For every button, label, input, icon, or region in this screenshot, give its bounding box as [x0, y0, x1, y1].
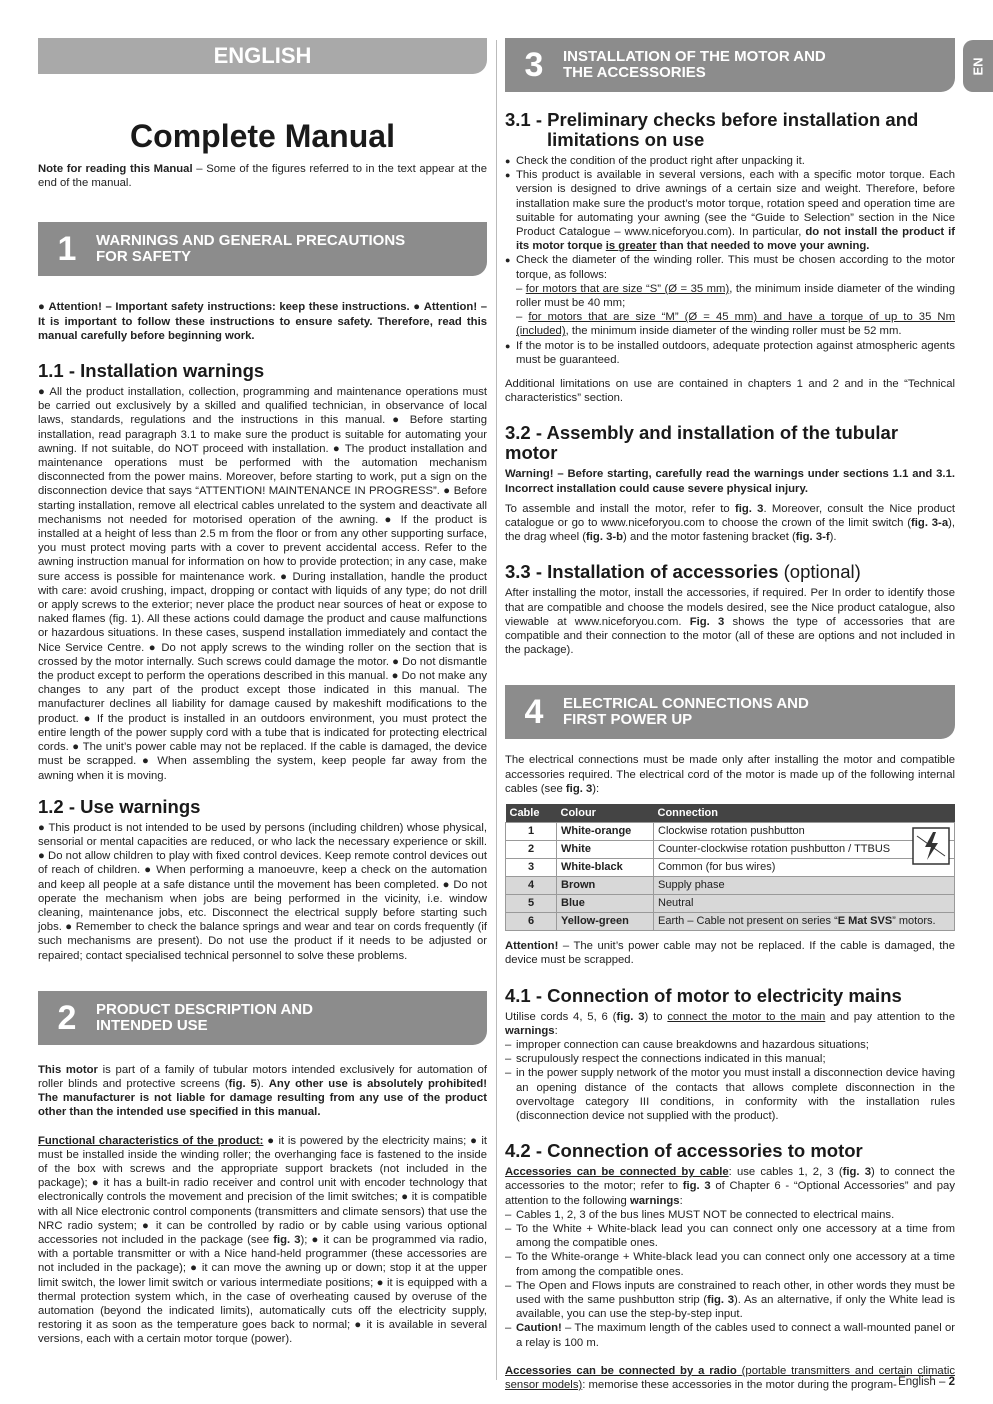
list-item: ● Check the diameter of the winding roller. This must be chosen according to the motor torque, as follows: – for motors that are size “S” (Ø = 35 mm), the minimum inside diameter of the winding roller must be 40 mm; – for motors that are size “M” (Ø = 45 mm) and have a torque of up to 35 Nm (included), the minimum inside diameter of the winding roller must be 52 mm. — [505, 253, 955, 338]
heading-1-1: 1.1 - Installation warnings — [38, 360, 265, 382]
section-1-header: 1 WARNINGS AND GENERAL PRECAUTIONS FOR SAFETY — [38, 222, 487, 276]
assembly-text: To assemble and install the motor, refer to fig. 3. Moreover, consult the Nice product catalogue or go to www.niceforyou.com to choose the crown of the limit switch (fig. 3-a), the drag wheel (fig. 3-b) and the motor fastening bracket (fig. 3-f). — [505, 502, 956, 544]
electrical-connections-text: The electrical connections must be made only after installing the motor and compatible accessories required. The electrical cord of the motor is made up of the following internal cables (see fig. 3): — [505, 754, 955, 795]
list-item: ● This product is available in several versions, each with a specific motor torque. Each version is designed to drive awnings of a certain size and weight. Therefore, before installation make sure the product’s motor torque, rotation speed and operation time are suitable for automating your awning (see the “Guide to Selection” section in the Nice Product Catalogue – www.niceforyou.com). In particular, do not install the product if its motor torque is greater than that needed to move your awning. — [505, 168, 955, 253]
left-column — [38, 38, 487, 1347]
accessories-text: After installing the motor, install the accessories, if required. Per In order to identify those that are compatible and choose the models desired, see the Nice product catalogue, also viewable at www.niceforyou.com. Fig. 3 shows the type of accessories that are compatible and their connection to the motor (all of these are options and not included in the package). — [505, 587, 955, 657]
preliminary-checks-list — [505, 154, 955, 367]
heading-3-3: 3.3 - Installation of accessories (optional) — [505, 561, 861, 583]
assembly-warning: Warning! – Before starting, carefully read the warnings under sections 1.1 and 3.1. Incorrect installation could cause severe physical injury. — [505, 468, 955, 495]
column-divider — [496, 40, 497, 1380]
list-item: ● If the motor is to be installed outdoors, adequate protection against atmospheric agents must be guaranteed. — [505, 339, 955, 367]
table-header: Cable — [506, 804, 557, 823]
list-item: – To the White-orange + White-black lead you can connect only one accessory at a time from among the compatible ones. — [505, 1250, 955, 1278]
functional-characteristics-text: Functional characteristics of the product: ● it is powered by the electricity mains; ● it must be installed inside the winding roller; the overhanging face is fastened to the inside of the box with screws and the appropriate support brackets (not included in the package); ● it has a built-in radio receiver and control unit with encoder technology that electronically controls the movement and precision of the limit switches; ● it is compatible with all Nice electronic control components (transmitters and climate sensors) that use the NRC radio system; ● it can be controlled by radio or by cable using various optional accessories not included in the package (see fig. 3); ● it can be programmed via radio, with a portable transmitter or with a Nice hand-held programmer (these accessories are not included in the package); ● it can move the awning up or down; stop it at the upper limit switch, the lower limit switch or various intermediate positions; ● it is equipped with a thermal protection system which, in the case of overheating caused by overuse of the automation (beyond the indicated limits), automatically cuts off the electricity supply, restoring it as soon as the temperature goes back to normal; ● it is available in several versions, each with a certain motor torque (power). — [38, 1134, 487, 1346]
table-row: 6 Yellow-green Earth – Cable not present on series “E Mat SVS” motors. — [506, 913, 955, 931]
safety-intro: ● Attention! – Important safety instructions: keep these instructions. ● Attention! – It is important to follow these instructions to ensure safety. Therefore, read this manual carefully before beginning work. — [38, 301, 487, 342]
installation-warnings-text: ● All the product installation, collection, programming and maintenance operations must be carried out exclusively by a skilled and qualified technician, in observance of local laws, standards, regulations and the instructions in this manual. ● Before starting installation, read paragraph 3.1 to make sure the product is suitable for automating your awning. If not suitable, do NOT proceed with installation. ● The product installation and maintenance operations must be performed with the automation mechanism disconnected from the power mains. Moreover, before starting to work, put a sign on the disconnection device that says “ATTENTION! MAINTENANCE IN PROGRESS”. ● Before starting installation, remove all electrical cables unrelated to the system and deactivate all mechanisms not needed for motorised operation of the awning. ● If the product is installed at a height of less than 2.5 m from the floor or from any other supporting surface, you must protect moving parts with a cover to prevent accidental access. Refer to the awning instruction manual for information on how to provide protection; in any case, make sure access is possible for maintenance work. ● During installation, handle the product with care: avoid crushing, impact, dropping or contact with liquids of any type; do not drill or apply screws to the exterior; never place the product near sources of heat or expose to naked flames (fig. 1). All these actions could damage the product and cause malfunctions or hazardous situations. In these cases, suspend installation immediately and contact the Nice Service Centre. ● Do not apply screws to the winding roller on the section that is crossed by the motor internally. Such screws could damage the motor. ● Do not dismantle the product except to perform the operations described in this manual. ● Do not make any changes to any part of the product except those indicated in this manual. The manufacturer declines all liability for damage caused by makeshift modifications to the product. ● If the product is installed in an outdoors environment, you must protect the entire length of the power supply cord with a tube that is indicated for protecting electrical cords. ● The unit’s power cable may not be replaced. If the cable is damaged, the device must be scrapped. ● When assembling the system, keep people far away from the awning when it is moving. — [38, 386, 487, 782]
list-item: – To the White + White-black lead you can connect only one accessory at a time from among the compatible ones. — [505, 1222, 955, 1250]
table-header: Connection — [654, 804, 955, 823]
page-footer: English – 2 — [898, 1376, 955, 1388]
table-row: 4 Brown Supply phase — [506, 877, 955, 895]
table-row: 2 White Counter-clockwise rotation pushbutton / TTBUS — [506, 841, 955, 859]
section-2-header: 2 PRODUCT DESCRIPTION AND INTENDED USE — [38, 991, 487, 1045]
cable-table-wrapper — [505, 804, 955, 931]
mains-connection-text: Utilise cords 4, 5, 6 (fig. 3) to connect the motor to the main and pay attention to the warnings: — [505, 1010, 955, 1037]
cable-accessories-text: Accessories can be connected by cable: use cables 1, 2, 3 (fig. 3) to connect the accessories to the motor; refer to fig. 3 of Chapter 6 - “Optional Accessories” and pay attention to the following warnings: — [505, 1166, 956, 1207]
use-warnings-text: ● This product is not intended to be used by persons (including children) whose physical, sensorial or mental capacities are reduced, or who lack the necessary experience or skill. ● Do not allow children to play with fixed control devices. Keep remote control devices out of reach of children. ● When performing a manoeuvre, keep a check on the automation and keep all people at a safe distance until the movement has been completed. ● Do not operate the mechanism when jobs are being performed in the vicinity, i.e. window cleaning, maintenance jobs, etc. Disconnect the electrical supply before starting such jobs. ● Remember to check the balance springs and wear and tear on cords frequently (if such mechanisms are present). Do not use the product if it needs to be adjusted or repaired; contact specialised technical personnel to solve these problems. — [38, 821, 487, 962]
reading-note: Note for reading this Manual – Some of the figures referred to in the text appear at the end of the manual. — [38, 163, 487, 190]
product-description-text: This motor is part of a family of tubular motors intended exclusively for automation of roller blinds and protective screens (fig. 5). Any other use is absolutely prohibited! The manufacturer is not liable for damage resulting from any use of the product other than the intended use specified in this manual. — [38, 1063, 487, 1119]
list-item: – scrupulously respect the connections indicated in this manual; — [505, 1052, 955, 1066]
heading-4-1: 4.1 - Connection of motor to electricity mains — [505, 984, 902, 1006]
list-item: – Cables 1, 2, 3 of the bus lines MUST NOT be connected to electrical mains. — [505, 1208, 955, 1222]
language-header: ENGLISH — [38, 38, 487, 74]
page-title: Complete Manual — [130, 118, 395, 154]
language-tab: EN — [963, 40, 993, 92]
additional-limitations-text: Additional limitations on use are contained in chapters 1 and 2 and in the “Technical characteristics” section. — [505, 378, 955, 405]
table-row: 1 White-orange Clockwise rotation pushbutton — [506, 823, 955, 841]
accessory-warnings-list — [505, 1208, 955, 1350]
cable-table — [505, 804, 955, 931]
heading-1-2: 1.2 - Use warnings — [38, 795, 201, 817]
heading-3-2: 3.2 - Assembly and installation of the tubular motor — [505, 422, 899, 464]
section-3-header: 3 INSTALLATION OF THE MOTOR AND THE ACCESSORIES — [505, 38, 955, 92]
attention-note: Attention! – The unit’s power cable may not be replaced. If the cable is damaged, the device must be scrapped. — [505, 940, 955, 967]
table-row: 3 White-black Common (for bus wires) — [506, 859, 955, 877]
electrical-hazard-icon — [911, 826, 951, 866]
radio-accessories-text: Accessories can be connected by a radio (portable transmitters and certain climatic sensor models): memorise these accessories in the motor during the program- — [505, 1364, 955, 1391]
right-column — [505, 38, 955, 1392]
list-item: – Caution! – The maximum length of the cables used to connect a wall-mounted panel or a relay is 100 m. — [505, 1321, 955, 1349]
table-header: Colour — [557, 804, 654, 823]
list-item: – The Open and Flows inputs are constrained to reach other, in other words they must be used with the same pushbutton strip (fig. 3). As an alternative, if only the White lead is available, you can use the step-by-step input. — [505, 1279, 955, 1322]
section-4-header: 4 ELECTRICAL CONNECTIONS AND FIRST POWER UP — [505, 685, 955, 739]
table-header-row — [506, 804, 955, 823]
list-item: – improper connection can cause breakdowns and hazardous situations; — [505, 1038, 955, 1052]
mains-warnings-list — [505, 1038, 955, 1123]
list-item: – in the power supply network of the motor you must install a disconnection device having an opening distance of the contacts that allows complete disconnection in the overvoltage category III conditions, in conformity with the installation rules (disconnection device not supplied with the product). — [505, 1066, 955, 1123]
heading-4-2: 4.2 - Connection of accessories to motor — [505, 1140, 863, 1162]
table-row: 5 Blue Neutral — [506, 895, 955, 913]
heading-3-1: 3.1 - Preliminary checks before installation and limitations on use — [505, 109, 919, 150]
list-item: ● Check the condition of the product right after unpacking it. — [505, 154, 955, 168]
